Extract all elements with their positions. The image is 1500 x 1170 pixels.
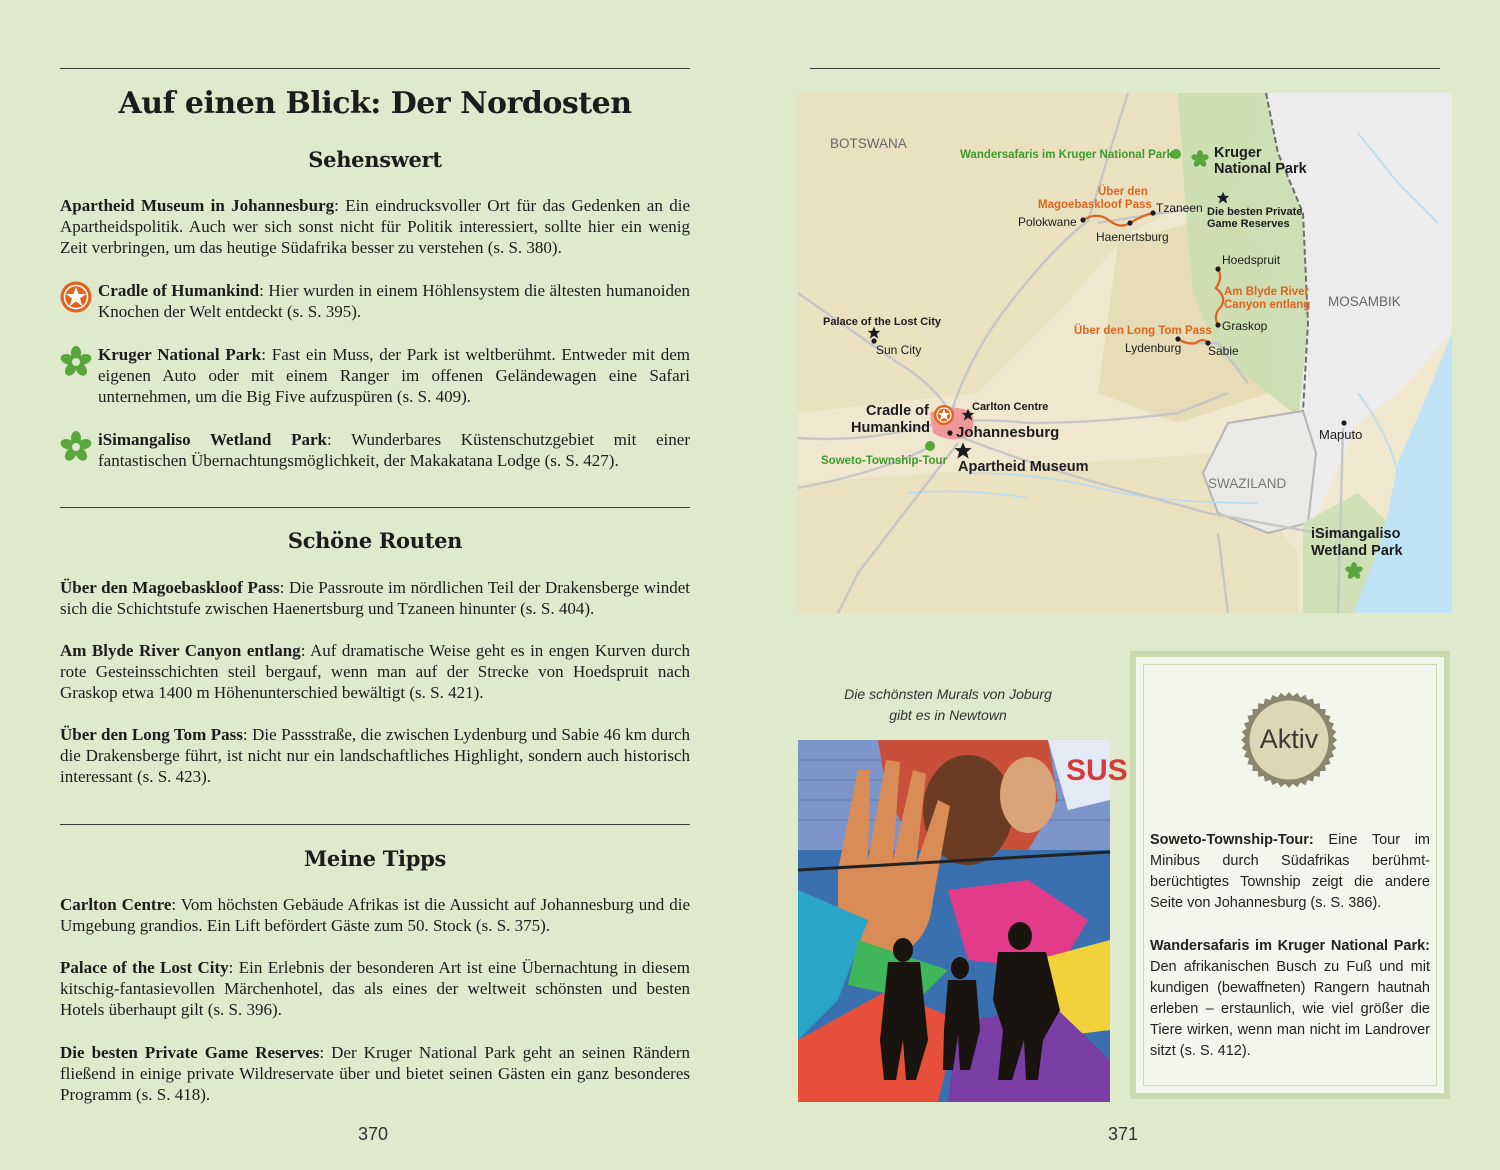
- section-divider: [60, 507, 690, 508]
- entry-text: : Ein eindrucksvoller Ort für das Gedenken an die Apartheidspolitik. Auch wer sich sonst nicht für Politik interessiert, sollte hier ein wenig Zeit verbringen, um das heutige Südafrika besser zu verstehen (s. S. 380).: [60, 196, 690, 257]
- map-label-johannesburg: Johannesburg: [956, 424, 1060, 441]
- map-label-game-reserves-2: Game Reserves: [1207, 218, 1290, 230]
- entry-text: : Die Passstraße, die zwischen Lydenburg und Sabie 46 km durch die Drakensberge führt, ist nicht nur ein landschaftliches Highlight, sondern auch historisch interessant (s. S. 423).: [60, 725, 691, 786]
- entry-isimangaliso-wetland-park: [98, 429, 690, 471]
- map-label-tzaneen: Tzaneen: [1156, 201, 1203, 215]
- entry-carlton-centre: [60, 894, 690, 936]
- entry-text: : Fast ein Muss, der Park ist weltberühmt. Entweder mit dem eigenen Auto oder mit einem Ranger im offenen Geländewagen eine Safari unternehmen, um die Big Five aufzuspüren (s. S. 409).: [98, 345, 690, 406]
- page-number-left: 370: [358, 1124, 389, 1144]
- entry-label: Palace of the Lost City: [60, 958, 229, 977]
- aktiv-entry-wandersafaris: [1150, 936, 1430, 1062]
- section-heading-schoene-routen: Schöne Routen: [287, 528, 463, 553]
- entry-private-game-reserves: [60, 1042, 690, 1105]
- map-label-blyde-1: Am Blyde River: [1224, 286, 1310, 298]
- map-label-game-reserves-1: Die besten Private: [1207, 206, 1303, 218]
- map-label-cradle-2: Humankind: [851, 420, 930, 436]
- page-title: Auf einen Blick: Der Nordosten: [118, 86, 632, 121]
- map-label-kruger-1: Kruger: [1214, 145, 1262, 161]
- entry-text: : Wunderbares Küstenschutzgebiet mit einer fantastischen Übernachtungsmöglichkeit, der Makakatana Lodge (s. S. 427).: [98, 430, 690, 470]
- unesco-star-icon: [60, 281, 92, 313]
- map-label-palace: Palace of the Lost City: [823, 316, 941, 328]
- map-label-wandersafaris: Wandersafaris im Kruger National Park: [960, 149, 1174, 161]
- section-heading-sehenswert: Sehenswert: [308, 147, 442, 172]
- map-label-sun-city: Sun City: [876, 343, 922, 357]
- photo-caption: [798, 684, 1098, 726]
- activity-dot: [925, 441, 935, 451]
- entry-label: Cradle of Humankind: [98, 281, 260, 300]
- aktiv-seal: [1240, 691, 1338, 789]
- nature-park-icon: [60, 431, 92, 463]
- top-rule: [810, 68, 1440, 69]
- map-label-graskop: Graskop: [1222, 319, 1268, 333]
- map-label-carlton: Carlton Centre: [972, 401, 1049, 413]
- entry-apartheid-museum: [60, 195, 690, 258]
- region-map: [798, 93, 1452, 613]
- map-label-apartheid: Apartheid Museum: [958, 459, 1089, 475]
- mural-letters: SUS: [1066, 754, 1128, 787]
- map-label-haenertsburg: Haenertsburg: [1096, 230, 1169, 244]
- entry-label: Apartheid Museum in Johannesburg: [60, 196, 335, 215]
- entry-magoebaskloof-pass: [60, 577, 690, 619]
- aktiv-entry-text: Den afrikanischen Busch zu Fuß und mit kundigen (bewaffneten) Rangern hautnah erleben – erstaunlich, wie viel größer die Tiere wirken, wenn man nicht im Landrover sitzt (s. S. 412).: [1150, 959, 1430, 1059]
- entry-cradle-of-humankind: [98, 280, 690, 322]
- entry-palace-of-the-lost-city: [60, 957, 690, 1020]
- page-number-right: 371: [1108, 1124, 1139, 1144]
- entry-label: Carlton Centre: [60, 895, 172, 914]
- map-label-sabie: Sabie: [1208, 344, 1239, 358]
- map-label-isimangaliso-2: Wetland Park: [1311, 543, 1403, 559]
- entry-long-tom-pass: [60, 724, 690, 787]
- entry-text: : Auf dramatische Weise geht es in engen Kurven durch rote Gesteinsschichten steil bergauf, wenn man auf der Strecke von Hoedspruit nach Graskop etwa 1400 m Höhenunterschied bewältigt (s. S. 421).: [60, 641, 690, 702]
- photo-caption-line: Die schönsten Murals von Joburg: [844, 686, 1052, 702]
- unesco-star-icon: [934, 405, 954, 425]
- map-label-hoedspruit: Hoedspruit: [1222, 253, 1281, 267]
- entry-label: Über den Magoebaskloof Pass: [60, 578, 280, 597]
- map-label-botswana: BOTSWANA: [830, 136, 907, 151]
- map-label-kruger-2: National Park: [1214, 161, 1307, 177]
- aktiv-entry-label: Wandersafaris im Kruger National Park:: [1150, 938, 1430, 954]
- map-label-polokwane: Polokwane: [1018, 215, 1077, 229]
- aktiv-entry-soweto: [1150, 830, 1430, 914]
- section-divider: [60, 824, 690, 825]
- entry-text: : Vom höchsten Gebäude Afrikas ist die Aussicht auf Johannesburg und die Umgebung grandios. Ein Lift befördert Gäste zum 50. Stock (s. S. 375).: [60, 895, 690, 935]
- map-label-magoebaskloof-2: Magoebaskloof Pass: [1038, 199, 1152, 211]
- map-label-blyde-2: Canyon entlang: [1224, 299, 1311, 311]
- entry-text: : Hier wurden in einem Höhlensystem die ältesten humanoiden Knochen der Welt entdeckt (s. S. 395).: [98, 281, 690, 321]
- map-label-cradle-1: Cradle of: [866, 403, 929, 419]
- map-label-maputo: Maputo: [1319, 427, 1363, 442]
- map-label-swaziland: SWAZILAND: [1208, 476, 1287, 491]
- entry-label: iSimangaliso Wetland Park: [98, 430, 327, 449]
- map-label-soweto: Soweto-Township-Tour: [821, 455, 948, 467]
- aktiv-entry-text: Eine Tour im Minibus durch Südafrikas berühmt-berüchtigtes Township zeigt die andere Seite von Johannesburg (s. S. 386).: [1150, 832, 1430, 911]
- map-label-magoebaskloof-1: Über den: [1098, 186, 1148, 198]
- entry-text: : Ein Erlebnis der besonderen Art ist eine Übernachtung in diesem kitschig-fantasievollen Märchenhotel, das als eines der weltweit schönsten und besten Hotels überhaupt gilt (s. S. 396).: [60, 958, 690, 1019]
- photo-caption-line: gibt es in Newtown: [889, 707, 1007, 723]
- aktiv-entry-label: Soweto-Township-Tour:: [1150, 832, 1314, 848]
- entry-text: : Der Kruger National Park geht an seinen Rändern fließend in einige private Wildreservate über und bietet seinen Gästen ein ganz besonderes Programm (s. S. 418).: [60, 1043, 690, 1104]
- nature-park-icon: [60, 346, 92, 378]
- section-heading-meine-tipps: Meine Tipps: [303, 846, 447, 871]
- map-label-lydenburg: Lydenburg: [1125, 341, 1182, 355]
- map-label-mosambik: MOSAMBIK: [1328, 294, 1401, 309]
- map-label-isimangaliso-1: iSimangaliso: [1311, 526, 1401, 542]
- entry-label: Die besten Private Game Reserves: [60, 1043, 320, 1062]
- map-label-long-tom: Über den Long Tom Pass: [1074, 325, 1212, 337]
- entry-blyde-river-canyon: [60, 640, 690, 703]
- entry-label: Über den Long Tom Pass: [60, 725, 243, 744]
- entry-text: : Die Passroute im nördlichen Teil der Drakensberge windet sich die Schichtstufe zwischen Haenertsburg und Tzaneen hinunter (s. S. 404).: [60, 578, 690, 618]
- top-rule: [60, 68, 690, 69]
- entry-label: Am Blyde River Canyon entlang: [60, 641, 301, 660]
- entry-label: Kruger National Park: [98, 345, 262, 364]
- entry-kruger-national-park: [98, 344, 690, 407]
- aktiv-seal-label: Aktiv: [1259, 724, 1319, 754]
- mural-photo: [798, 740, 1128, 1102]
